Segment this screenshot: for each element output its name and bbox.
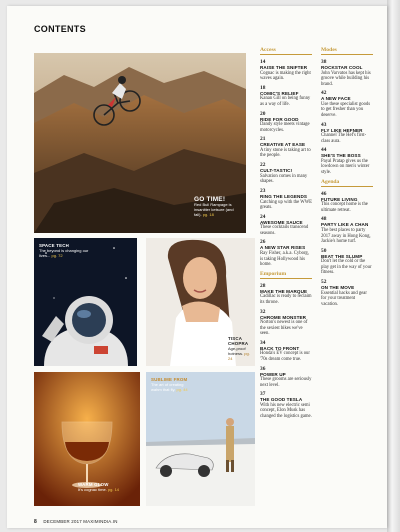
toc-entry[interactable]: [260, 214, 312, 237]
cognac-caption-label: WARM GLOW: [78, 482, 109, 487]
toc-entry-description: These grooms are seriously next level.: [260, 377, 312, 388]
section-agenda: Agenda: [321, 179, 373, 187]
toc-entry-headline: FUTURE LIVING: [321, 196, 358, 202]
toc-entry-headline: BACK TO FRONT: [260, 345, 300, 351]
toc-entry-headline: A NEW FACE: [321, 96, 351, 102]
toc-entry-page-number: 20: [260, 110, 266, 117]
toc-entry-description: A tiny stone is taking art to the people.: [260, 147, 311, 159]
toc-entry-page-number: 42: [321, 90, 327, 97]
toc-entry-page-number: 18: [260, 84, 266, 91]
toc-entry-headline: SHE'S THE BOSS: [321, 153, 361, 159]
toc-entry[interactable]: [260, 188, 312, 211]
salt-flat-car-illustration: [146, 372, 255, 506]
toc-entry-page-number: 22: [260, 162, 266, 169]
space-photo: [34, 238, 137, 366]
toc-entry-page-number: 43: [321, 121, 327, 128]
toc-entry-headline: MAKE THE MARQUE: [260, 288, 308, 294]
bike-photo: [34, 53, 246, 233]
toc-entry-headline: A NEW STAR RISES: [260, 245, 306, 251]
cognac-caption: [78, 482, 136, 492]
toc-entry-page-number: 23: [260, 187, 266, 194]
toc-entry-page-number: 14: [260, 59, 266, 65]
toc-entry-headline: ROCKSTAR COOL: [321, 65, 363, 70]
bike-caption: [194, 197, 242, 217]
cognac-photo: [34, 372, 140, 506]
toc-entry[interactable]: [321, 216, 373, 244]
toc-entry-description: Norton's newest is one of the sexiest bikes we've seen.: [260, 320, 308, 337]
bike-caption-page: pg. 18: [202, 212, 214, 217]
section-emporium: Emporium: [260, 271, 312, 279]
toc-entry-headline: ON THE MOVE: [321, 284, 355, 290]
magazine-page: [7, 6, 387, 528]
toc-entry-page-number: 44: [321, 147, 327, 154]
sublime-photo: [146, 372, 255, 506]
toc-entry-headline: PARTY LIKE A CHAN: [321, 222, 369, 228]
toc-entry-description: This concept home is the ultimate retreat.: [321, 202, 368, 213]
space-caption-text: The beyond is changing our lives...: [39, 248, 89, 258]
space-caption-label: SPACE TECH: [39, 243, 69, 248]
toc-entry-headline: CHROME MONSTER: [260, 314, 307, 320]
emporium-entries: [260, 283, 312, 420]
toc-entry[interactable]: [260, 366, 312, 389]
toc-entry-description: Use these specialist goods to get fresher than you deserve.: [321, 101, 371, 118]
toc-entry-description: John Varvatos has kept his groove while building his brand.: [321, 70, 371, 87]
toc-entry-description: The best places to party 2017 away in Hong Kong, Jackie's home turf.: [321, 228, 371, 244]
toc-entry-description: Honda's EV concept is our '70s dream come true.: [260, 351, 310, 362]
page-binding: [387, 0, 400, 532]
toc-entry-headline: RAISE THE SNIFTER: [260, 65, 308, 70]
toc-entry-page-number: 34: [260, 339, 266, 346]
toc-entry[interactable]: [260, 391, 312, 419]
toc-entry-page-number: 48: [321, 216, 327, 223]
toc-entry[interactable]: [260, 136, 312, 159]
section-access: Access: [260, 47, 312, 55]
toc-entry-page-number: 28: [260, 282, 266, 289]
cognac-caption-text: It's cognac time.: [78, 487, 107, 492]
tisca-caption: [228, 336, 254, 361]
toc-entry[interactable]: [321, 279, 373, 307]
footer-text: DECEMBER 2017 MAXIMINDIA.IN: [43, 519, 118, 524]
toc-entry-page-number: 37: [260, 391, 266, 398]
toc-entry-page-number: 26: [260, 239, 266, 246]
tisca-photo: [146, 238, 255, 366]
modes-entries: [321, 59, 373, 175]
toc-entry-description: Ray Fisher, a.k.a. Cyborg, is taking Hollywood his home.: [260, 251, 309, 268]
toc-entry[interactable]: [321, 90, 373, 118]
toc-entry-headline: CREATIVE AT EASE: [260, 142, 306, 148]
toc-entry[interactable]: [260, 85, 312, 108]
toc-entry[interactable]: [260, 239, 312, 267]
toc-entry-description: These cocktails transcend seasons.: [260, 225, 309, 236]
toc-entry[interactable]: [260, 283, 312, 306]
toc-entry-page-number: 50: [321, 247, 327, 254]
toc-entry-description: Kanan Gill on being funny as a way of life.: [260, 96, 311, 107]
toc-entry[interactable]: [321, 122, 373, 145]
sublime-caption: [151, 377, 195, 392]
toc-entry[interactable]: [260, 340, 312, 363]
toc-entry-page-number: 32: [260, 308, 266, 315]
toc-entry[interactable]: [260, 111, 312, 134]
page-title: CONTENTS: [34, 24, 86, 34]
toc-entry-headline: THE GOOD TESLA: [260, 397, 303, 403]
toc-entry[interactable]: [260, 59, 312, 82]
toc-entry[interactable]: [260, 162, 312, 185]
toc-entry-page-number: 36: [260, 365, 266, 372]
toc-entry-headline: FLY LIKE HEFNER: [321, 127, 363, 133]
toc-entry-description: Payal Pratap gives us the lowdown on men's winter style.: [321, 158, 370, 175]
toc-entry-page-number: 21: [260, 136, 266, 143]
toc-entry-description: Cadillac is ready to reclaim its throne.: [260, 294, 312, 305]
agenda-entries: [321, 191, 373, 307]
toc-entry[interactable]: [321, 147, 373, 175]
space-caption: [39, 243, 89, 258]
toc-entry-headline: POWER UP: [260, 371, 286, 377]
tisca-caption-page: pg. 24: [228, 351, 250, 361]
sublime-caption-page: pg. 44: [176, 387, 188, 392]
toc-entry-headline: CULT-TASTIC!: [260, 168, 293, 174]
footer-page-number: 8: [34, 519, 37, 525]
toc-entry-page-number: 24: [260, 213, 266, 220]
toc-entry-headline: COMIC'S RELIEF: [260, 90, 299, 96]
toc-entry-description: Salvation comes in many shapes.: [260, 173, 308, 185]
toc-entry-page-number: 46: [321, 190, 327, 197]
bike-caption-text: Red Bull Rampage is insanitter ketsure (and fall).: [194, 202, 234, 217]
tisca-caption-text: Age-proof hotness.: [228, 346, 246, 356]
cognac-caption-page: pg. 14: [107, 487, 120, 492]
toc-entry-description: Channel The Hef's first-class aura.: [321, 133, 367, 144]
toc-entry-page-number: 38: [321, 59, 327, 65]
toc-entry[interactable]: [321, 248, 373, 276]
sublime-caption-text: The art of creating wahm that fly.: [151, 382, 184, 392]
section-modes: Modes: [321, 47, 373, 55]
toc-entry-headline: AWESOME SAUCE: [260, 219, 303, 225]
toc-column-right: [321, 47, 373, 310]
page-footer: [34, 519, 118, 525]
toc-entry-description: Cognac is making the right waves again.: [260, 70, 311, 82]
toc-column-left: [260, 47, 312, 423]
toc-entry[interactable]: [321, 191, 373, 214]
toc-entry-page-number: 52: [321, 278, 327, 285]
toc-entry[interactable]: [321, 59, 373, 87]
bike-caption-label: GO TIME!: [194, 196, 226, 203]
toc-entry-description: Essential hacks and gear for your treatment vacation.: [321, 290, 367, 307]
access-entries: [260, 59, 312, 268]
toc-entry-description: Dandy style meets vintage motorcycles.: [260, 122, 310, 133]
tisca-caption-label: TISCA CHOPRA: [228, 336, 249, 346]
toc-entry-headline: RIDE FOR GOOD: [260, 116, 299, 122]
space-caption-page: pg. 72: [51, 253, 63, 258]
toc-entry-description: With his new electric semi concept, Elon Musk has changed the logistics game.: [260, 402, 312, 419]
toc-entry-description: Don't let the cold or the play get in the way of your fitness.: [321, 259, 372, 276]
sublime-caption-label: SUBLIME FROM: [151, 377, 188, 382]
toc-entry-headline: RING THE LEGENDS: [260, 193, 308, 199]
toc-entry-description: Catching up with the WWE greats.: [260, 199, 312, 210]
toc-entry-headline: BEAT THE SLUMP: [321, 253, 363, 259]
toc-entry[interactable]: [260, 309, 312, 337]
